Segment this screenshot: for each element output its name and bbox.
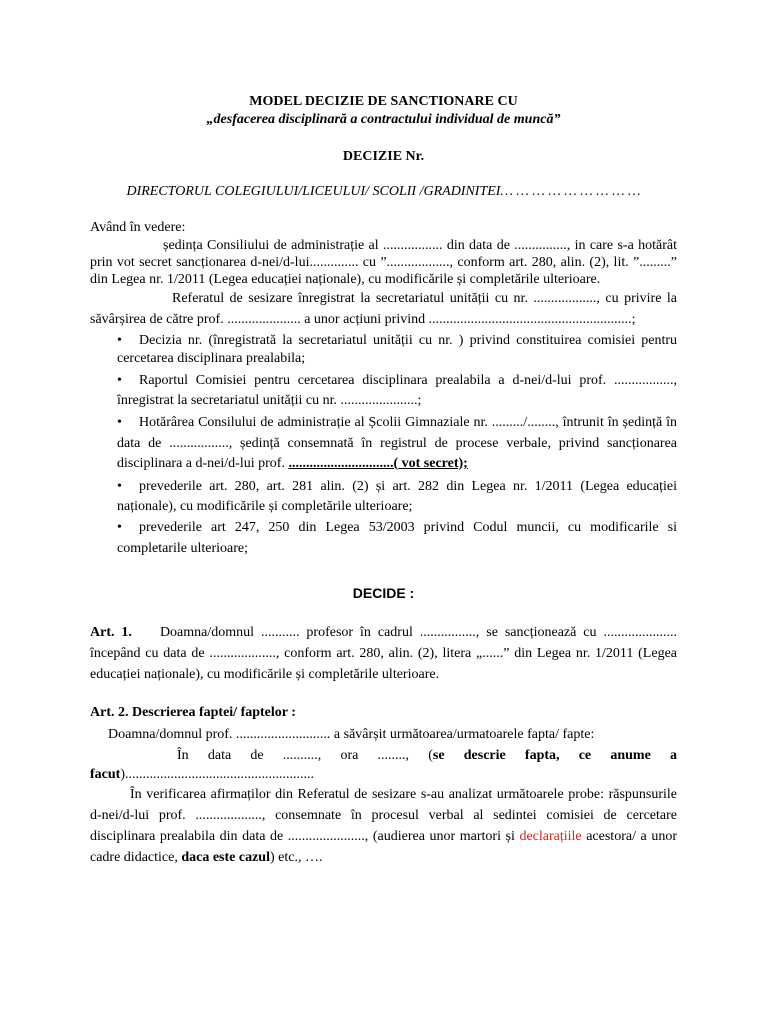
issuer-line: DIRECTORUL COLEGIULUI/LICEULUI/ SCOLII /GRADINITEI… … … … … … … … …	[126, 184, 641, 199]
fact-emphasis: se descrie fapta, ce anume a facut	[90, 747, 677, 782]
article-1	[90, 622, 677, 685]
evidence-text: acestora/ a unor cadre didactice,	[90, 828, 677, 865]
list-item	[117, 413, 677, 475]
list-item	[117, 371, 677, 411]
bullet-icon: •	[117, 415, 122, 430]
bullet-text: prevederile art. 280, art. 281 alin. (2) și art. 282 din Legea nr. 1/2011 (Legea educației naționale), cu modificările și completările ulterioare;	[117, 478, 677, 514]
evidence-highlight: declarațiile	[519, 828, 582, 844]
article-2-evidence	[90, 784, 677, 868]
bullet-icon: •	[117, 478, 122, 494]
list-item	[117, 517, 677, 559]
document-title: MODEL DECIZIE DE SANCTIONARE CU	[249, 94, 518, 109]
evidence-text: În verificarea afirmaților din Referatul de sesizare s-au analizat următoarele probe: răspunsurile d-nei/d-lui prof. ..................., consemnate în procesul verbal al sedintei comisiei de cercetare disciplinara prealabila din data de ......................, (audierea unor martori și	[90, 786, 677, 844]
secret-vote-emphasis: ..............................( vot secret);	[288, 456, 468, 471]
bullet-text: Hotărârea Consilului de administrație al Școlii Gimnaziale nr. ........./........, întrunit în ședință în data de ................., ședință consemnată în registrul de procese verbale, privind sancționarea disciplinara a d-nei/d-lui prof.	[117, 415, 677, 471]
decision-number: DECIZIE Nr.	[342, 149, 425, 164]
fact-suffix: )......................................................	[120, 766, 314, 782]
bullet-icon: •	[117, 373, 122, 388]
article-2-intro: Doamna/domnul prof. ........................... a săvârșit următoarea/urmatoarele fapta/ fapte:	[108, 726, 595, 742]
fact-prefix: În data de .........., ora ........, (	[177, 747, 433, 763]
evidence-emphasis: daca este cazul	[181, 849, 270, 865]
article-2-fact	[90, 746, 677, 784]
bullet-icon: •	[117, 333, 122, 348]
bullet-text: prevederile art 247, 250 din Legea 53/2003 privind Codul muncii, cu modificarile si completarile ulterioare;	[117, 519, 677, 556]
bullet-text: Raportul Comisiei pentru cercetarea disciplinara prealabila a d-nei/d-lui prof. ................., înregistrat la secretariatul unității cu nr. ......................;	[117, 373, 677, 408]
list-item	[117, 477, 677, 517]
decide-heading: DECIDE :	[352, 584, 415, 601]
paragraph-sedinta: ședința Consiliului de administrație al ................. din data de ..............., in care s-a hotărât prin vot secret sancționarea d-nei/d-lui.............. cu ”.................., conform art. 280, alin. (2), lit. ”.........” din Legea nr. 1/2011 (Legea educației naționale), cu modificările și completările ulterioare.	[90, 238, 677, 287]
list-item	[117, 332, 677, 368]
bullet-text: Decizia nr. (înregistrată la secretariatul unității cu nr. ) privind constituirea comisiei pentru cercetarea disciplinara prealabila;	[117, 333, 677, 366]
article-2-heading: Art. 2. Descrierea faptei/ faptelor :	[90, 704, 296, 720]
document-subtitle: „desfacerea disciplinară a contractului individual de muncă”	[206, 112, 561, 127]
considering-label: Având în vedere:	[90, 220, 186, 235]
evidence-text: ) etc., ….	[269, 849, 323, 865]
article-1-label: Art. 1.	[90, 624, 132, 640]
bullet-icon: •	[117, 519, 122, 535]
paragraph-referat: Referatul de sesizare înregistrat la secretariatul unității cu nr. .................., cu privire la săvârșirea de către prof. ..................... a unor acțiuni privind ..........................................................;	[90, 291, 677, 327]
article-1-text: Doamna/domnul ........... profesor în cadrul ................, se sancționează cu ..................... începând cu data de ..................., conform art. 280, alin. (2), litera „......” din Legea nr. 1/2011 (Legea educației naționale), cu modificările și completările ulterioare.	[90, 624, 677, 682]
